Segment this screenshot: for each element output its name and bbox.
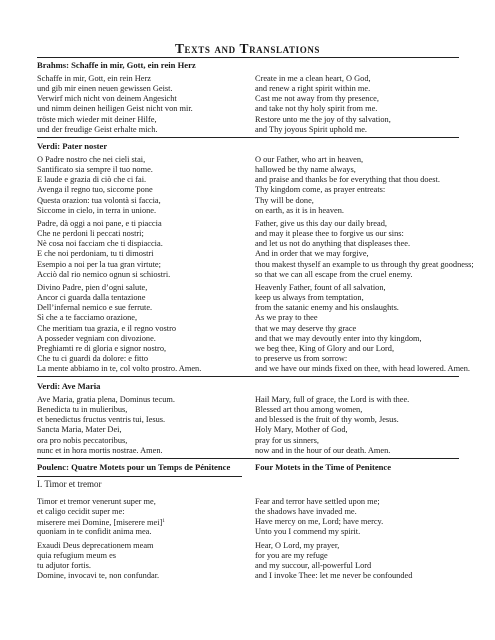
pater-italian-stanza-1 [37, 155, 242, 216]
text-line: quia refugium meum es [37, 551, 117, 561]
ave-english-text [255, 395, 470, 456]
text-line: that we may deserve thy grace [255, 323, 357, 333]
text-line: Verwirf mich nicht von deinem Angesicht [37, 94, 177, 104]
text-line: Fear and terror have settled upon me; [255, 497, 380, 506]
ave-latin-text [37, 395, 242, 456]
text-line: Cast me not away from thy presence, [255, 94, 379, 104]
timor-latin-stanza-1 [37, 497, 242, 538]
text-line: La mente abbiamo in te, col volto prostro. Amen. [37, 364, 202, 374]
text-line: and blessed is the fruit of thy womb, Jesus. [255, 415, 399, 425]
text-line: Timor et tremor venerunt super me, [37, 497, 156, 506]
text-line: and that we may devoutly enter into thy kingdom, [255, 333, 422, 343]
text-line: hallowed be thy name always, [255, 165, 356, 175]
text-line: Ancor ci guarda dalla tentazione [37, 293, 146, 303]
text-line: from the satanic enemy and his onslaughts. [255, 303, 399, 313]
text-line: and may it please thee to forgive us our sins: [255, 229, 404, 239]
text-line: und nimm deinen heiligen Geist nicht von mir. [37, 104, 193, 114]
text-line: Avenga il regno tuo, siccome pone [37, 185, 153, 195]
text-line: tröste mich wieder mit deiner Hilfe, [37, 114, 157, 124]
text-line: Restore unto me the joy of thy salvation, [255, 114, 391, 124]
text-line: und der freudige Geist erhalte mich. [37, 124, 158, 134]
text-line: And in order that we may forgive, [255, 249, 369, 259]
text-line: Benedicta tu in mulieribus, [37, 405, 128, 415]
poulenc-heading: Poulenc: Quatre Motets pour un Temps de Pénitence [37, 462, 231, 472]
text-line: Acciò dal rio nemico ognun si schiostri. [37, 269, 171, 279]
text-line: Questa orazion: tua volontà si faccia, [37, 195, 161, 205]
text-line: et caligo cecidit super me: [37, 507, 125, 517]
text-line: O Padre nostro che nei cieli stai, [37, 155, 146, 164]
brahms-english-text [255, 74, 470, 135]
text-line: Ave Maria, gratia plena, Dominus tecum. [37, 395, 175, 404]
pater-italian-stanza-2 [37, 219, 242, 280]
text-line: Sancta Maria, Mater Dei, [37, 425, 122, 435]
text-line: we beg thee, King of Glory and our Lord, [255, 343, 395, 353]
text-line: quoniam in te confidit anima mea. [37, 527, 152, 537]
text-line: and we have our minds fixed on thee, with head lowered. Amen. [255, 364, 471, 374]
section-rule [37, 376, 459, 377]
text-line: Siccome in cielo, in terra in unione. [37, 205, 157, 215]
text-line: und gib mir einen neuen gewissen Geist. [37, 84, 173, 94]
text-line: As we pray to thee [255, 313, 318, 323]
text-line: Sì che a te facciamo orazione, [37, 313, 138, 323]
verdi-ave-heading: Verdi: Ave Maria [37, 381, 101, 391]
text-line: Padre, dà oggi a noi pane, e ti piaccia [37, 219, 162, 228]
text-line: nunc et in hora mortis nostrae. Amen. [37, 445, 163, 455]
text-line: Unto you I commend my spirit. [255, 527, 361, 537]
text-line [37, 517, 242, 527]
text-line: A posseder vegniam con divozione. [37, 333, 156, 343]
text-line: to preserve us from sorrow: [255, 353, 348, 363]
poulenc-subrule [37, 476, 242, 477]
text-line: keep us always from temptation, [255, 293, 364, 303]
text-line: Hear, O Lord, my prayer, [255, 541, 340, 550]
text-line: and take not thy holy spirit from me. [255, 104, 378, 114]
text-line: Thy will be done, [255, 195, 314, 205]
text-line: Esempio a noi per la tua gran virtute; [37, 259, 161, 269]
text-line-part: miserere mei Domine, [miserere mei] [37, 518, 163, 528]
text-line: and praise and thanks be for everything that thou doest. [255, 175, 440, 185]
text-line: for you are my refuge [255, 551, 328, 561]
text-line: Che tu ci guardi da dolore: e fitto [37, 353, 148, 363]
text-line: so that we can all escape from the cruel enemy. [255, 269, 413, 279]
brahms-heading: Brahms: Schaffe in mir, Gott, ein rein Herz [37, 60, 196, 70]
text-line: and renew a right spirit within me. [255, 84, 371, 94]
text-line: E laude e grazia di ciò che ci fai. [37, 175, 147, 185]
text-line: on earth, as it is in heaven. [255, 205, 344, 215]
text-line: and my succour, all-powerful Lord [255, 561, 372, 571]
timor-english-stanza-2 [255, 541, 470, 582]
text-line: E che noi perdoniam, tu ti dimostri [37, 249, 154, 259]
text-line: Schaffe in mir, Gott, ein rein Herz [37, 74, 151, 83]
text-line: Blessed art thou among women, [255, 405, 363, 415]
section-rule [37, 458, 459, 459]
section-rule [37, 137, 459, 138]
text-line: and let us not do anything that displeases thee. [255, 239, 411, 249]
poulenc-english-heading: Four Motets in the Time of Penitence [255, 462, 392, 472]
text-line: Thy kingdom come, as prayer entreats: [255, 185, 386, 195]
timor-subheading: I. Timor et tremor [37, 479, 102, 489]
text-line: Dell’infernal nemico e sue ferrute. [37, 303, 153, 313]
verdi-pater-heading: Verdi: Pater noster [37, 141, 108, 151]
text-line: Che meritiam tua grazia, e il regno vostro [37, 323, 177, 333]
text-line: Have mercy on me, Lord; have mercy. [255, 517, 384, 527]
text-line: Heavenly Father, fount of all salvation, [255, 283, 386, 292]
text-line: Create in me a clean heart, O God, [255, 74, 371, 83]
text-line: Preghiamti re di gloria e signor nostro, [37, 343, 167, 353]
timor-latin-stanza-2 [37, 541, 242, 582]
text-line: Santificato sia sempre il tuo nome. [37, 165, 153, 175]
text-line: Holy Mary, Mother of God, [255, 425, 348, 435]
footnote-mark: 1 [162, 519, 165, 525]
text-line: and I invoke Thee: let me never be confounded [255, 571, 413, 581]
title-rule [37, 57, 459, 58]
text-line: thou makest thyself an example to us through thy great goodness; [255, 259, 474, 269]
pater-english-stanza-1 [255, 155, 470, 216]
pater-italian-stanza-3 [37, 283, 242, 374]
text-line: Hail Mary, full of grace, the Lord is with thee. [255, 395, 410, 404]
text-line: Domine, invocavi te, non confundar. [37, 571, 160, 581]
text-line: tu adjutor fortis. [37, 561, 91, 571]
text-line: ora pro nobis peccatoribus, [37, 435, 128, 445]
text-line: now and in the hour of our death. Amen. [255, 445, 391, 455]
text-line: O our Father, who art in heaven, [255, 155, 364, 164]
text-line: Father, give us this day our daily bread, [255, 219, 387, 228]
text-line: the shadows have invaded me. [255, 507, 357, 517]
pater-english-stanza-3 [255, 283, 470, 374]
text-line: Che ne perdoni li peccati nostri; [37, 229, 144, 239]
text-line: Exaudi Deus deprecationem meam [37, 541, 154, 550]
text-line: Divino Padre, pien d’ogni salute, [37, 283, 148, 292]
text-line: et benedictus fructus ventris tui, Iesus. [37, 415, 166, 425]
brahms-german-text [37, 74, 242, 135]
text-line: Nè cosa noi facciam che ti dispiaccia. [37, 239, 163, 249]
pater-english-stanza-2 [255, 219, 474, 280]
text-line: and Thy joyous Spirit uphold me. [255, 124, 368, 134]
page-title: Texts and Translations [174, 41, 321, 56]
text-line: pray for us sinners, [255, 435, 319, 445]
timor-english-stanza-1 [255, 497, 470, 538]
